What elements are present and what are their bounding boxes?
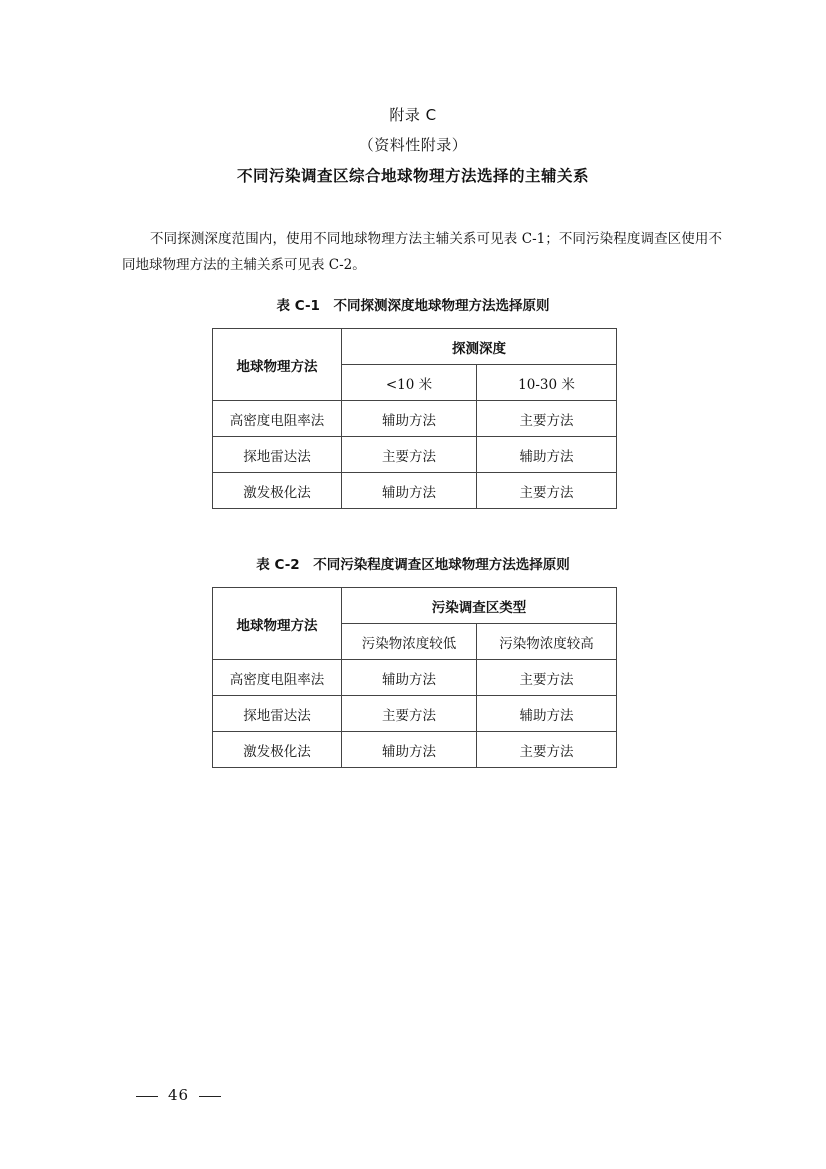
page-number-text: 46 xyxy=(168,1086,190,1104)
method-cell: 高密度电阻率法 xyxy=(213,660,342,696)
role-cell: 主要方法 xyxy=(477,473,617,509)
role-cell: 主要方法 xyxy=(477,401,617,437)
method-cell: 探地雷达法 xyxy=(213,437,342,473)
sub-header: 污染物浓度较低 xyxy=(342,624,477,660)
table-row xyxy=(213,660,617,696)
role-cell: 主要方法 xyxy=(477,660,617,696)
table-row xyxy=(213,437,617,473)
role-cell: 主要方法 xyxy=(342,437,477,473)
table-c2 xyxy=(212,587,617,768)
method-cell: 激发极化法 xyxy=(213,732,342,768)
role-cell: 辅助方法 xyxy=(342,660,477,696)
role-cell: 辅助方法 xyxy=(342,401,477,437)
intro-paragraph: 不同探测深度范围内，使用不同地球物理方法主辅关系可见表 C-1；不同污染程度调查区使用不同地球物理方法的主辅关系可见表 C-2。 xyxy=(122,231,722,273)
role-cell: 辅助方法 xyxy=(342,732,477,768)
page-number xyxy=(126,1086,231,1104)
sub-header: <10 米 xyxy=(342,365,477,401)
appendix-nature: （资料性附录） xyxy=(358,136,468,154)
role-cell: 辅助方法 xyxy=(342,473,477,509)
dash-right xyxy=(199,1096,221,1097)
table-c1 xyxy=(212,328,617,509)
group-header: 探测深度 xyxy=(342,329,617,365)
table-row xyxy=(213,732,617,768)
method-header: 地球物理方法 xyxy=(213,588,342,660)
role-cell: 主要方法 xyxy=(477,732,617,768)
role-cell: 主要方法 xyxy=(342,696,477,732)
method-cell: 高密度电阻率法 xyxy=(213,401,342,437)
table-row xyxy=(213,473,617,509)
table-row xyxy=(213,401,617,437)
method-cell: 探地雷达法 xyxy=(213,696,342,732)
sub-header: 10-30 米 xyxy=(477,365,617,401)
table2-caption: 表 C-2 不同污染程度调查区地球物理方法选择原则 xyxy=(256,557,570,573)
group-header: 污染调查区类型 xyxy=(342,588,617,624)
table-header-row xyxy=(213,329,617,365)
role-cell: 辅助方法 xyxy=(477,696,617,732)
table-row xyxy=(213,696,617,732)
method-cell: 激发极化法 xyxy=(213,473,342,509)
method-header: 地球物理方法 xyxy=(213,329,342,401)
table-header-row xyxy=(213,588,617,624)
sub-header: 污染物浓度较高 xyxy=(477,624,617,660)
dash-left xyxy=(136,1096,158,1097)
role-cell: 辅助方法 xyxy=(477,437,617,473)
table1-caption: 表 C-1 不同探测深度地球物理方法选择原则 xyxy=(276,298,550,314)
appendix-title: 不同污染调查区综合地球物理方法选择的主辅关系 xyxy=(236,167,589,185)
appendix-label: 附录 C xyxy=(389,106,437,124)
